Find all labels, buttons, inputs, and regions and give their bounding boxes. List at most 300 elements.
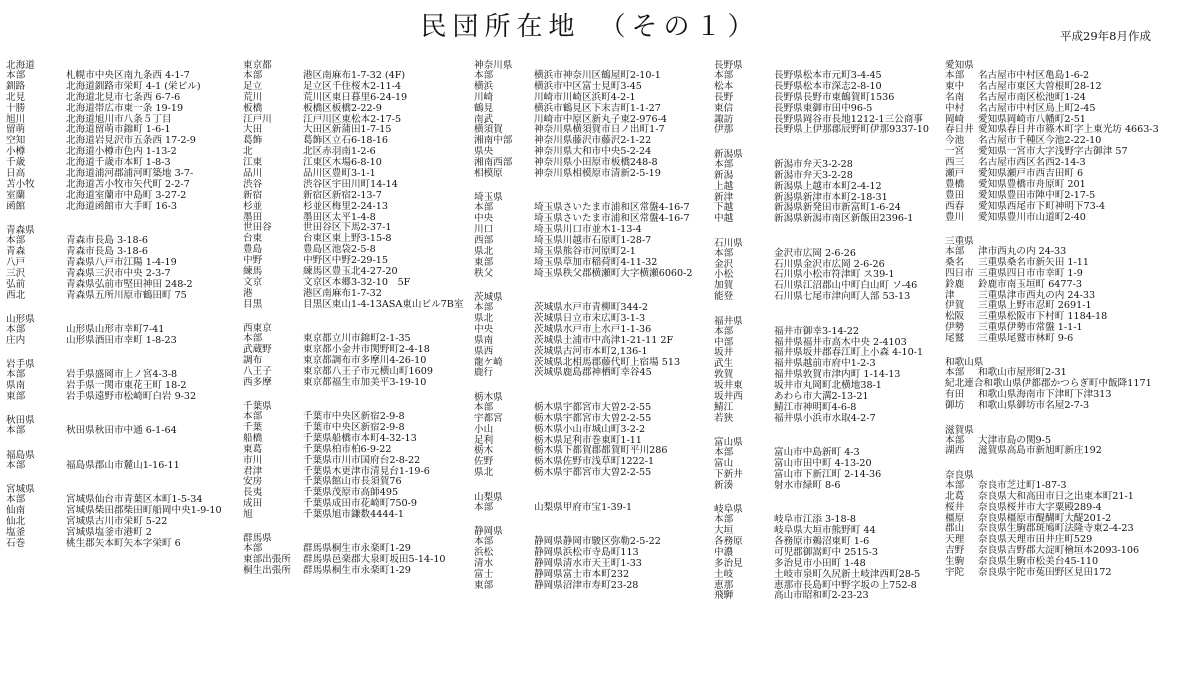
branch-name: 松阪 [945, 311, 965, 323]
branch-address: 静岡県清水市天王町1-33 [534, 557, 642, 569]
branch-address: 長野県上伊那郡辰野町伊那9337-10 [774, 124, 929, 136]
branch-row [474, 104, 710, 115]
branch-name: 本部 [714, 158, 734, 170]
prefecture-name: 茨城県 [474, 292, 503, 304]
branch-address: 和歌山県海南市下津町下津313 [978, 389, 1112, 401]
branch-name: 足立 [243, 80, 263, 92]
branch-name: 日高 [6, 168, 26, 180]
branch-address: 大田区新蒲田1-7-15 [303, 124, 392, 136]
branch-name: 武蔵野 [243, 343, 272, 355]
branch-address: 奈良市芝辻町1-87-3 [978, 479, 1067, 491]
prefecture-name: 滋賀県 [945, 424, 974, 436]
prefecture-section [714, 238, 950, 303]
branch-address: 奈良県生駒市松美台45-110 [978, 556, 1099, 568]
branch-row [6, 269, 242, 280]
branch-name: 敦賀 [714, 369, 734, 381]
directory-column [243, 60, 479, 577]
branch-name: 御坊 [945, 400, 965, 412]
branch-name: 今池 [945, 135, 965, 147]
branch-name: 西北 [6, 289, 26, 301]
branch-address: 練馬区豊玉北4-27-20 [303, 266, 398, 278]
prefecture-section [6, 60, 242, 213]
branch-name: 本部 [714, 325, 734, 337]
branch-name: 本部 [474, 401, 494, 413]
branch-address: 東京都八王子市元横山町1609 [303, 365, 433, 377]
branch-name: 西春 [945, 200, 965, 212]
branch-row [945, 269, 1181, 280]
branch-address: 千葉市中央区新宿2-9-8 [303, 421, 405, 433]
branch-name: 岡崎 [945, 113, 965, 125]
prefecture-name: 石川県 [714, 237, 743, 249]
branch-name: 松本 [714, 80, 734, 92]
branch-row [714, 292, 950, 303]
branch-name: 東葛 [243, 443, 263, 455]
branch-name: 県北 [474, 313, 494, 325]
branch-name: 下新井 [714, 468, 743, 480]
branch-address: 三重県尾鷲市林町 9-6 [978, 333, 1074, 345]
branch-address: 和歌山市屋形町2-31 [978, 367, 1067, 379]
branch-row [6, 539, 242, 550]
branch-address: 港区南麻布1-7-32 [303, 287, 382, 299]
branch-address: 奈良県天理市田井庄町529 [978, 534, 1093, 546]
branch-name: 仙南 [6, 505, 26, 517]
branch-name: 宇都宮 [474, 412, 503, 424]
branch-name: 本部 [474, 202, 494, 214]
branch-row [6, 461, 242, 472]
directory-column [474, 60, 710, 591]
branch-name: 北葛 [945, 490, 965, 502]
branch-row [945, 104, 1181, 115]
branch-row [474, 347, 710, 358]
branch-address: 福島県郡山市麓山1-16-11 [66, 459, 180, 471]
branch-row [714, 125, 950, 136]
branch-address: 北海道浦河郡浦河町築地 3-7- [66, 168, 194, 180]
prefecture-section [6, 415, 242, 437]
branch-row [945, 568, 1181, 579]
branch-name: 鹿行 [474, 367, 494, 379]
branch-name: 本部 [243, 411, 263, 423]
branch-address: 福井県福井市高木中央 2-4103 [774, 336, 907, 348]
branch-name: 横浜 [474, 80, 494, 92]
branch-address: 山形県酒田市幸町 1-8-23 [66, 334, 177, 346]
prefecture-section [474, 392, 710, 479]
prefecture-name: 北海道 [6, 60, 35, 71]
branch-name: 湘南西部 [474, 157, 513, 169]
branch-name: 桐生出張所 [243, 565, 291, 577]
prefecture-section [6, 484, 242, 549]
branch-name: 足利 [474, 434, 494, 446]
branch-address: 茨城県土浦市中高津1-21-11 2F [534, 334, 674, 346]
branch-name: 坂井東 [714, 380, 743, 392]
branch-address: 栃木県宇都宮市大曽2-2-55 [534, 412, 652, 424]
prefecture-name: 秋田県 [6, 415, 35, 427]
branch-address: 富山市中島新町 4-3 [774, 447, 860, 459]
branch-address: 横浜市神奈川区鶴屋町2-10-1 [534, 70, 661, 81]
branch-name: 小松 [714, 269, 734, 281]
branch-address: 岩手県遠野市松崎町白岩 9-32 [66, 390, 197, 402]
prefecture-name: 千葉県 [243, 401, 272, 413]
branch-name: 坂井 [714, 347, 734, 359]
directory-column [714, 60, 950, 602]
branch-name: 大垣 [714, 525, 734, 537]
branch-address: 三重県津市西丸の内 24-33 [978, 289, 1096, 301]
branch-address: 神奈川県横須賀市日ノ出町1-7 [534, 124, 665, 136]
branch-address: 三重県伊勢市常盤 1-1-1 [978, 322, 1083, 334]
branch-name: 本部 [945, 70, 965, 81]
branch-address: 青森県八戸市江陽 1-4-19 [66, 256, 177, 268]
branch-name: 春日井 [945, 124, 974, 136]
branch-name: 川崎 [474, 91, 494, 103]
prefecture-name: 愛知県 [945, 60, 974, 71]
branch-name: 本部 [945, 479, 965, 491]
branch-address: 名古屋市中村区亀島1-6-2 [978, 70, 1090, 81]
prefecture-name: 三重県 [945, 235, 974, 247]
prefecture-section [714, 437, 950, 492]
branch-name: 宇陀 [945, 566, 965, 578]
branch-address: 福井市御幸3-14-22 [774, 325, 859, 337]
branch-name: 石巻 [6, 537, 26, 549]
prefecture-name: 西東京 [243, 323, 272, 335]
branch-address: 岩手県盛岡市上ノ宮4-3-8 [66, 369, 178, 381]
directory-column [945, 60, 1181, 579]
branch-name: 東部 [474, 256, 494, 268]
branch-address: 東京都小金井市関野町2-4-18 [303, 343, 430, 355]
branch-address: 神奈川県小田原市板橋248-8 [534, 157, 658, 169]
branch-name: 加賀 [714, 280, 734, 292]
branch-name: 仙北 [6, 515, 26, 527]
branch-name: 庄内 [6, 334, 26, 346]
branch-address: 名古屋市中村区鳥上町2-45 [978, 102, 1096, 114]
branch-address: 神奈川県相模原市清新2-5-19 [534, 168, 661, 180]
branch-address: 福井県敦賀市津内町 1-14-13 [774, 369, 901, 381]
branch-name: 県西 [474, 345, 494, 357]
branch-name: 鈴鹿 [945, 278, 965, 290]
branch-name: 湖西 [945, 445, 965, 457]
prefecture-section [6, 314, 242, 347]
branch-name: 県南 [6, 380, 26, 392]
branch-name: 下越 [714, 202, 734, 214]
branch-address: 青森県三沢市中央 2-3-7 [66, 267, 171, 279]
branch-name: 本部 [714, 247, 734, 259]
branch-address: 石川県江沼郡山中町白山町 ソ-46 [774, 280, 918, 292]
branch-address: 桃生郡矢本町矢本字栄町 6 [66, 537, 181, 549]
branch-name: 本部 [945, 245, 965, 257]
branch-name: 八戸 [6, 256, 26, 268]
branch-address: 愛知県豊橋市舟原町 201 [978, 178, 1086, 190]
branch-address: 茨城県鹿島郡神栖町幸谷45 [534, 367, 652, 379]
branch-address: 埼玉県川口市並木1-13-4 [534, 224, 642, 236]
branch-row [714, 249, 950, 260]
branch-address: 江戸川区東松本2-17-5 [303, 113, 402, 125]
prefecture-name: 山形県 [6, 313, 35, 325]
branch-row [945, 334, 1181, 345]
branch-address: 愛知県豊川市山道町2-40 [978, 211, 1086, 223]
branch-address: 北海道旭川市八条５丁目 [66, 113, 172, 125]
creation-date: 平成29年8月作成 [1060, 29, 1151, 43]
branch-row [243, 566, 479, 577]
branch-name: 栃木 [474, 445, 494, 457]
branch-address: 名古屋市南区松池町1-24 [978, 91, 1086, 103]
branch-name: 瀬戸 [945, 168, 965, 180]
branch-address: 東京都福生市加美平3-19-10 [303, 376, 427, 388]
prefecture-name: 静岡県 [474, 526, 503, 537]
prefecture-section [6, 359, 242, 403]
prefecture-section [243, 60, 479, 311]
prefecture-name: 奈良県 [945, 469, 974, 481]
branch-name: 北見 [6, 91, 26, 103]
branch-name: 諏訪 [714, 113, 734, 125]
branch-row [474, 468, 710, 479]
branch-address: 埼玉県秩父郡横瀬町大字横瀬6060-2 [534, 267, 693, 279]
branch-row [474, 581, 710, 592]
branch-address: 多治見市小田町 1-48 [774, 557, 866, 569]
branch-row [714, 570, 950, 581]
prefecture-name: 山梨県 [474, 491, 503, 503]
branch-row [714, 171, 950, 182]
branch-name: 旭 [243, 509, 253, 521]
branch-row [945, 446, 1181, 457]
prefecture-section [6, 225, 242, 301]
branch-address: 奈良県橿原市醍醐町大醍201-2 [978, 512, 1112, 524]
branch-name: 千歳 [6, 157, 26, 169]
branch-row [243, 202, 479, 213]
branch-name: 県南 [474, 334, 494, 346]
branch-name: 天理 [945, 534, 965, 546]
branch-name: 清水 [474, 557, 494, 569]
branch-address: 静岡県静岡市駿区弥勒2-5-22 [534, 536, 661, 547]
branch-address: 千葉県木更津市清見台1-19-6 [303, 465, 430, 477]
branch-address: 千葉県茂原市高師495 [303, 487, 399, 499]
branch-name: 江戸川 [243, 113, 272, 125]
prefecture-name: 長野県 [714, 60, 743, 71]
branch-address: 札幌市中央区南九条西 4-1-7 [66, 70, 190, 81]
branch-address: 横浜市鶴見区下末吉町1-1-27 [534, 102, 661, 114]
branch-name: 豊田 [945, 189, 965, 201]
branch-name: 中越 [714, 213, 734, 225]
branch-address: 群馬県邑楽郡大泉町坂田5-14-10 [303, 554, 446, 566]
branch-name: 苫小牧 [6, 178, 35, 190]
branch-name: 弘前 [6, 278, 26, 290]
branch-row [243, 104, 479, 115]
branch-address: 愛知県豊田市陣中町2-17-5 [978, 189, 1096, 201]
prefecture-name: 新潟県 [714, 148, 743, 160]
branch-name: 本部 [6, 235, 26, 247]
branch-name: 県北 [474, 467, 494, 479]
branch-name: 富士 [474, 568, 494, 580]
branch-address: あわら市大溝2-13-21 [774, 390, 869, 402]
branch-name: 釧路 [6, 80, 26, 92]
branch-address: 川崎市川崎区浜町4-2-1 [534, 91, 636, 103]
branch-address: 三重県上野市忍町 2691-1 [978, 300, 1092, 312]
branch-name: 生駒 [945, 556, 965, 568]
branch-name: 本部 [474, 302, 494, 314]
branch-address: 福井県坂井郡春江町上小森 4-10-1 [774, 347, 924, 359]
branch-name: 長野 [714, 91, 734, 103]
branch-name: 市川 [243, 454, 263, 466]
branch-row [6, 202, 242, 213]
branch-address: 新宿区新宿2-13-7 [303, 189, 382, 201]
branch-name: 目黒 [243, 298, 263, 310]
branch-name: 鶴見 [474, 102, 494, 114]
branch-name: 本部 [714, 514, 734, 526]
branch-address: 静岡県浜松市寺島町113 [534, 546, 639, 558]
branch-name: 本部 [243, 543, 263, 555]
branch-name: 小樽 [6, 146, 26, 158]
branch-name: 新潟 [714, 169, 734, 181]
branch-name: 郡山 [945, 523, 965, 535]
branch-name: 本部 [714, 70, 734, 81]
prefecture-section [714, 316, 950, 425]
branch-address: 千葉県館山市長須賀76 [303, 476, 402, 488]
branch-name: 文京 [243, 276, 263, 288]
branch-address: 可児郡御嵩町中 2515-3 [774, 546, 878, 558]
prefecture-section [474, 526, 710, 591]
branch-address: 北海道釧路市栄町 4-1 (栄ビル) [66, 80, 201, 92]
branch-address: 坂井市丸岡町北横地38-1 [774, 380, 882, 392]
prefecture-name: 和歌山県 [945, 357, 984, 369]
branch-address: 三重県松阪市下村町 1184-18 [978, 311, 1108, 323]
branch-name: 県央 [474, 146, 494, 158]
prefecture-name: 岩手県 [6, 359, 35, 371]
branch-name: 本部 [6, 494, 26, 506]
branch-address: 北海道小樽市色内 1-13-2 [66, 146, 177, 158]
branch-name: 横須賀 [474, 124, 503, 136]
branch-address: 足立区千住桜木2-11-4 [303, 80, 402, 92]
branch-name: 大田 [243, 124, 263, 136]
branch-address: 奈良県吉野郡大淀町檜垣本2093-106 [978, 545, 1140, 557]
branch-address: 栃木県下都賀郡都賀町平川286 [534, 445, 668, 457]
branch-address: 奈良県生駒郡斑鳩町法隆寺東2-4-23 [978, 523, 1134, 535]
branch-row [243, 510, 479, 521]
branch-name: 川口 [474, 224, 494, 236]
branch-name: 本部 [474, 501, 494, 513]
branch-name: 鯖江 [714, 401, 734, 413]
branch-row [945, 492, 1181, 503]
branch-address: 北海道函館市大手町 16-3 [66, 200, 177, 212]
branch-address: 群馬県桐生市永楽町1-29 [303, 543, 411, 555]
branch-address: 恵那市長島町中野字坂の上752-8 [774, 579, 917, 591]
branch-address: 北海道北見市七条西 6-7-6 [66, 91, 181, 103]
branch-name: 津 [945, 289, 955, 301]
branch-row [243, 300, 479, 311]
branch-row [945, 503, 1181, 514]
branch-address: 富山市下新江町 2-14-36 [774, 468, 882, 480]
branch-address: 鯖江市神明町4-6-8 [774, 401, 857, 413]
branch-name: 佐野 [474, 456, 494, 468]
prefecture-section [714, 504, 950, 602]
branch-name: 函館 [6, 200, 26, 212]
branch-address: 奈良県大和高田市日之出東本町21-1 [978, 490, 1134, 502]
branch-name: 東部出張所 [243, 554, 291, 566]
branch-address: 茨城県日立市末広町3-1-3 [534, 313, 646, 325]
branch-address: 千葉県市川市国府台2-8-22 [303, 454, 421, 466]
branch-name: 長夷 [243, 487, 263, 499]
branch-address: 青森県弘前市堅田神田 248-2 [66, 278, 193, 290]
branch-name: 三沢 [6, 267, 26, 279]
branch-address: 千葉県柏市柏6-9-22 [303, 443, 392, 455]
branch-address: 千葉県旭市鎌数4444-1 [303, 509, 404, 521]
branch-row [945, 401, 1181, 412]
branch-address: 静岡県富士市本町232 [534, 568, 630, 580]
branch-address: 青森市長島 3-18-6 [66, 235, 148, 247]
branch-name: 紀北連合 [945, 378, 984, 390]
branch-name: 練馬 [243, 266, 263, 278]
branch-address: 愛知県岡崎市八幡町2-51 [978, 113, 1086, 125]
branch-address: 中野区中野2-29-15 [303, 255, 388, 267]
branch-address: 石川県七尾市津向町人部 53-13 [774, 291, 911, 303]
branch-address: 北海道帯広市東一条 19-19 [66, 102, 184, 114]
branch-address: 茨城県水戸市青柳町344-2 [534, 302, 649, 314]
branch-address: 栃木県足利市巻東町1-11 [534, 434, 642, 446]
branch-name: 飛騨 [714, 590, 734, 602]
branch-name: 南武 [474, 113, 494, 125]
prefecture-section [945, 60, 1181, 223]
branch-name: 西三 [945, 157, 965, 169]
branch-name: 旭川 [6, 113, 26, 125]
branch-name: 八王子 [243, 365, 272, 377]
prefecture-section [945, 425, 1181, 458]
branch-name: 能登 [714, 291, 734, 303]
branch-row [714, 481, 950, 492]
branch-address: 三重県四日市市幸町 1-9 [978, 267, 1083, 279]
branch-name: 本部 [6, 459, 26, 471]
branch-name: 墨田 [243, 211, 263, 223]
branch-address: 射水市緑町 8-6 [774, 479, 841, 491]
branch-address: 埼玉県さいたま市浦和区常盤4-16-7 [534, 213, 690, 225]
prefecture-section [6, 450, 242, 472]
branch-address: 宮城県柴田郡柴田町船岡中央1-9-10 [66, 505, 222, 517]
prefecture-section [474, 292, 710, 379]
branch-name: 中村 [945, 102, 965, 114]
branch-name: 中央 [474, 323, 494, 335]
branch-row [714, 182, 950, 193]
branch-address: 台東区東上野3-15-8 [303, 233, 392, 245]
branch-name: 本部 [714, 447, 734, 459]
branch-address: 新潟市弁天3-2-28 [774, 169, 853, 181]
page-title: 民団所在地 （その１） [420, 12, 760, 42]
prefecture-name: 宮城県 [6, 484, 35, 496]
branch-name: 名南 [945, 91, 965, 103]
branch-name: 安房 [243, 476, 263, 488]
branch-name: 上越 [714, 180, 734, 192]
directory-column [6, 60, 242, 550]
branch-address: 群馬県桐生市永楽町1-29 [303, 565, 411, 577]
branch-address: 茨城県北相馬郡藤代町上宿場 513 [534, 356, 681, 368]
branch-address: 長野県松本市深志2-8-10 [774, 80, 882, 92]
branch-address: 埼玉県熊谷市河原町2-1 [534, 245, 636, 257]
branch-address: 山形県山形市幸町7-41 [66, 323, 165, 335]
prefecture-name: 岐阜県 [714, 504, 743, 516]
branch-name: 室蘭 [6, 189, 26, 201]
branch-row [714, 214, 950, 225]
branch-name: 西多摩 [243, 376, 272, 388]
branch-address: 文京区本郷3-32-10 5F [303, 276, 411, 288]
branch-address: 金沢市広岡 2-6-26 [774, 247, 856, 259]
branch-name: 土岐 [714, 568, 734, 580]
branch-address: 青森県五所川原市鶴田町 75 [66, 289, 187, 301]
branch-address: 墨田区太平1-4-8 [303, 211, 376, 223]
branch-name: 本部 [6, 70, 26, 81]
branch-name: 伊那 [714, 124, 734, 136]
branch-address: 江東区木場6-8-10 [303, 157, 382, 169]
branch-row [474, 570, 710, 581]
branch-name: 豊川 [945, 211, 965, 223]
branch-address: 長野県東御市田中96-5 [774, 102, 873, 114]
branch-address: 埼玉県さいたま市浦和区常盤4-16-7 [534, 202, 690, 214]
branch-address: 茨城県水戸市上水戸1-1-36 [534, 323, 652, 335]
branch-address: 港区南麻布1-7-32 (4F) [303, 70, 406, 81]
branch-address: 秋田県秋田市中通 6-1-64 [66, 425, 177, 437]
